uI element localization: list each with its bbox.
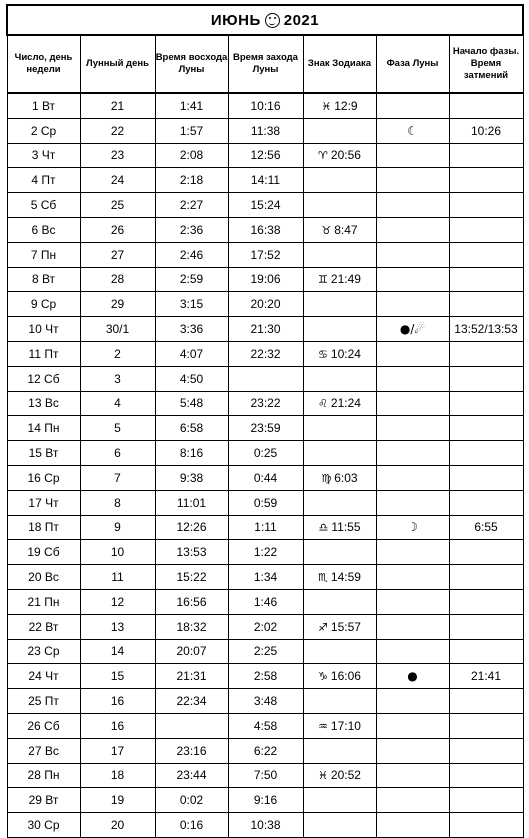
lunar-day-cell: 2 xyxy=(80,341,155,366)
moonrise-cell: 16:56 xyxy=(155,589,228,614)
zodiac-sign-icon: ♍ xyxy=(321,471,332,485)
table-title xyxy=(7,5,523,35)
phase-start-cell xyxy=(449,763,523,788)
phase-start-cell: 10:26 xyxy=(449,118,523,143)
phase-start-cell xyxy=(449,713,523,738)
zodiac-cell xyxy=(303,565,376,590)
moon-phase-icon xyxy=(376,813,449,838)
phase-start-cell xyxy=(449,738,523,763)
zodiac-cell xyxy=(303,813,376,838)
table-row xyxy=(7,738,523,763)
lunar-day-cell: 22 xyxy=(80,118,155,143)
phase-start-cell xyxy=(449,589,523,614)
moonrise-cell: 1:41 xyxy=(155,93,228,118)
zodiac-cell xyxy=(303,193,376,218)
zodiac-time: 17:10 xyxy=(330,718,361,733)
moon-phase-icon xyxy=(376,93,449,118)
phase-start-cell: 13:52/13:53 xyxy=(449,317,523,342)
table-row xyxy=(7,416,523,441)
day-cell: 26 Сб xyxy=(7,713,80,738)
day-cell: 14 Пн xyxy=(7,416,80,441)
day-cell: 30 Ср xyxy=(7,813,80,838)
zodiac-cell xyxy=(303,391,376,416)
moonrise-cell: 13:53 xyxy=(155,540,228,565)
table-row xyxy=(7,763,523,788)
lunar-day-cell: 8 xyxy=(80,490,155,515)
moonset-cell: 2:25 xyxy=(228,639,303,664)
zodiac-cell xyxy=(303,242,376,267)
zodiac-cell xyxy=(303,168,376,193)
phase-start-cell xyxy=(449,292,523,317)
moonset-cell: 20:20 xyxy=(228,292,303,317)
zodiac-sign-icon: ♐ xyxy=(318,620,328,634)
moonrise-cell: 21:31 xyxy=(155,664,228,689)
moon-phase-icon xyxy=(376,589,449,614)
moon-phase-icon xyxy=(376,168,449,193)
table-row xyxy=(7,217,523,242)
phase-start-cell xyxy=(449,217,523,242)
moonset-cell: 1:22 xyxy=(228,540,303,565)
lunar-day-cell: 13 xyxy=(80,614,155,639)
phase-start-cell xyxy=(449,341,523,366)
zodiac-cell xyxy=(303,763,376,788)
table-row xyxy=(7,366,523,391)
zodiac-time: 16:06 xyxy=(330,669,361,684)
phase-start-cell xyxy=(449,93,523,118)
zodiac-cell xyxy=(303,689,376,714)
moonrise-cell: 2:46 xyxy=(155,242,228,267)
day-cell: 21 Пн xyxy=(7,589,80,614)
year: 2021 xyxy=(283,11,320,29)
moonset-cell: 12:56 xyxy=(228,143,303,168)
moon-phase-icon xyxy=(376,639,449,664)
moonset-cell: 15:24 xyxy=(228,193,303,218)
moonset-cell: 14:11 xyxy=(228,168,303,193)
moon-phase-icon: ☽ xyxy=(376,515,449,540)
moonrise-cell: 8:16 xyxy=(155,441,228,466)
zodiac-cell xyxy=(303,118,376,143)
lunar-day-cell: 11 xyxy=(80,565,155,590)
zodiac-cell xyxy=(303,738,376,763)
moonrise-cell: 2:36 xyxy=(155,217,228,242)
day-cell: 2 Ср xyxy=(7,118,80,143)
phase-start-cell xyxy=(449,813,523,838)
moonset-cell: 10:38 xyxy=(228,813,303,838)
phase-start-cell xyxy=(449,490,523,515)
zodiac-cell xyxy=(303,639,376,664)
phase-start-cell: 6:55 xyxy=(449,515,523,540)
table-row xyxy=(7,540,523,565)
moonset-cell: 16:38 xyxy=(228,217,303,242)
day-cell: 9 Ср xyxy=(7,292,80,317)
moon-phase-icon xyxy=(376,242,449,267)
lunar-day-cell: 16 xyxy=(80,689,155,714)
moonset-cell: 23:59 xyxy=(228,416,303,441)
lunar-day-cell: 23 xyxy=(80,143,155,168)
moonrise-cell: 0:02 xyxy=(155,788,228,813)
moonrise-cell: 2:18 xyxy=(155,168,228,193)
moonrise-cell: 5:48 xyxy=(155,391,228,416)
lunar-calendar-table xyxy=(6,4,524,838)
lunar-day-cell: 21 xyxy=(80,93,155,118)
lunar-day-cell: 4 xyxy=(80,391,155,416)
moonrise-cell: 2:08 xyxy=(155,143,228,168)
moon-phase-icon xyxy=(376,788,449,813)
moonset-cell: 21:30 xyxy=(228,317,303,342)
table-row xyxy=(7,589,523,614)
zodiac-cell xyxy=(303,515,376,540)
table-row xyxy=(7,515,523,540)
zodiac-time: 20:56 xyxy=(330,148,361,163)
moonset-cell: 3:48 xyxy=(228,689,303,714)
phase-start-cell xyxy=(449,639,523,664)
zodiac-time: 21:49 xyxy=(330,272,361,287)
zodiac-cell xyxy=(303,267,376,292)
zodiac-sign-icon: ♎ xyxy=(318,521,329,535)
zodiac-cell xyxy=(303,143,376,168)
zodiac-sign-icon: ♑ xyxy=(318,670,328,684)
zodiac-cell xyxy=(303,713,376,738)
moon-phase-icon xyxy=(376,143,449,168)
table-row xyxy=(7,565,523,590)
moon-phase-icon xyxy=(376,416,449,441)
lunar-day-cell: 20 xyxy=(80,813,155,838)
day-cell: 8 Вт xyxy=(7,267,80,292)
zodiac-cell xyxy=(303,589,376,614)
moonrise-cell: 6:58 xyxy=(155,416,228,441)
day-cell: 12 Сб xyxy=(7,366,80,391)
zodiac-sign-icon: ♏ xyxy=(318,571,328,585)
table-row xyxy=(7,465,523,490)
table-row xyxy=(7,614,523,639)
zodiac-time: 10:24 xyxy=(330,346,361,361)
lunar-day-cell: 19 xyxy=(80,788,155,813)
moonset-cell: 2:58 xyxy=(228,664,303,689)
zodiac-sign-icon: ♌ xyxy=(318,397,328,411)
table-row xyxy=(7,664,523,689)
moon-phase-icon xyxy=(376,689,449,714)
day-cell: 4 Пт xyxy=(7,168,80,193)
moon-phase-icon xyxy=(376,738,449,763)
moon-phase-icon: ●/☄ xyxy=(376,317,449,342)
table-row xyxy=(7,193,523,218)
moon-phase-icon xyxy=(376,614,449,639)
zodiac-sign-icon: ♒ xyxy=(318,719,328,733)
table-row xyxy=(7,639,523,664)
lunar-day-cell: 26 xyxy=(80,217,155,242)
day-cell: 5 Сб xyxy=(7,193,80,218)
phase-start-cell xyxy=(449,391,523,416)
day-cell: 23 Ср xyxy=(7,639,80,664)
table-row xyxy=(7,143,523,168)
phase-start-cell xyxy=(449,242,523,267)
table-row xyxy=(7,267,523,292)
lunar-day-cell: 25 xyxy=(80,193,155,218)
zodiac-cell xyxy=(303,292,376,317)
zodiac-time: 15:57 xyxy=(330,619,361,634)
table-row xyxy=(7,391,523,416)
zodiac-time: 12:9 xyxy=(334,98,358,113)
day-cell: 6 Вс xyxy=(7,217,80,242)
lunar-day-cell: 15 xyxy=(80,664,155,689)
zodiac-cell xyxy=(303,93,376,118)
phase-start-cell xyxy=(449,441,523,466)
header-phase-start: Начало фазы. Время затмений xyxy=(449,35,523,93)
zodiac-cell xyxy=(303,341,376,366)
phase-start-cell xyxy=(449,168,523,193)
header-moonrise: Время восхода Луны xyxy=(155,35,228,93)
table-row xyxy=(7,118,523,143)
moonset-cell: 4:58 xyxy=(228,713,303,738)
moonset-cell: 2:02 xyxy=(228,614,303,639)
header-moonset: Время захода Луны xyxy=(228,35,303,93)
table-row xyxy=(7,292,523,317)
moonrise-cell: 23:44 xyxy=(155,763,228,788)
moonset-cell xyxy=(228,366,303,391)
day-cell: 11 Пт xyxy=(7,341,80,366)
table-row xyxy=(7,341,523,366)
zodiac-time: 8:47 xyxy=(334,222,358,237)
moonset-cell: 19:06 xyxy=(228,267,303,292)
moonset-cell: 17:52 xyxy=(228,242,303,267)
month-name: ИЮНЬ xyxy=(210,11,261,29)
phase-start-cell xyxy=(449,416,523,441)
moon-phase-icon xyxy=(376,292,449,317)
lunar-day-cell: 29 xyxy=(80,292,155,317)
lunar-day-cell: 12 xyxy=(80,589,155,614)
moonrise-cell: 18:32 xyxy=(155,614,228,639)
zodiac-cell xyxy=(303,465,376,490)
zodiac-time: 20:52 xyxy=(330,768,361,783)
day-cell: 25 Пт xyxy=(7,689,80,714)
header-zodiac: Знак Зодиака xyxy=(303,35,376,93)
lunar-day-cell: 7 xyxy=(80,465,155,490)
day-cell: 15 Вт xyxy=(7,441,80,466)
lunar-day-cell: 10 xyxy=(80,540,155,565)
moonset-cell: 0:25 xyxy=(228,441,303,466)
zodiac-time: 11:55 xyxy=(331,520,361,535)
lunar-day-cell: 9 xyxy=(80,515,155,540)
day-cell: 24 Чт xyxy=(7,664,80,689)
day-cell: 7 Пн xyxy=(7,242,80,267)
table-row xyxy=(7,441,523,466)
moonset-cell: 10:16 xyxy=(228,93,303,118)
day-cell: 18 Пт xyxy=(7,515,80,540)
table-row xyxy=(7,93,523,118)
moonset-cell: 1:34 xyxy=(228,565,303,590)
moonrise-cell: 12:26 xyxy=(155,515,228,540)
lunar-day-cell: 24 xyxy=(80,168,155,193)
table-row xyxy=(7,813,523,838)
day-cell: 10 Чт xyxy=(7,317,80,342)
phase-start-cell xyxy=(449,689,523,714)
zodiac-cell xyxy=(303,217,376,242)
zodiac-time: 14:59 xyxy=(330,570,361,585)
moonrise-cell: 4:07 xyxy=(155,341,228,366)
table-row xyxy=(7,689,523,714)
moon-phase-icon xyxy=(376,465,449,490)
zodiac-sign-icon: ♈ xyxy=(318,149,328,163)
phase-start-cell xyxy=(449,193,523,218)
moonrise-cell: 23:16 xyxy=(155,738,228,763)
moon-phase-icon xyxy=(376,217,449,242)
moonset-cell: 9:16 xyxy=(228,788,303,813)
moonrise-cell: 3:36 xyxy=(155,317,228,342)
phase-start-cell xyxy=(449,540,523,565)
zodiac-cell xyxy=(303,540,376,565)
moon-phase-icon xyxy=(376,267,449,292)
moonrise-cell: 2:27 xyxy=(155,193,228,218)
zodiac-cell xyxy=(303,317,376,342)
phase-start-cell xyxy=(449,366,523,391)
header-day: Число, день недели xyxy=(7,35,80,93)
moon-phase-icon: ● xyxy=(376,664,449,689)
moonrise-cell: 1:57 xyxy=(155,118,228,143)
zodiac-cell xyxy=(303,664,376,689)
zodiac-cell xyxy=(303,788,376,813)
zodiac-sign-icon: ♓ xyxy=(321,99,332,113)
moonset-cell: 0:44 xyxy=(228,465,303,490)
phase-start-cell xyxy=(449,565,523,590)
table-row xyxy=(7,242,523,267)
zodiac-cell xyxy=(303,614,376,639)
moonset-cell: 6:22 xyxy=(228,738,303,763)
moon-phase-icon xyxy=(376,193,449,218)
zodiac-time: 6:03 xyxy=(334,470,358,485)
lunar-day-cell: 6 xyxy=(80,441,155,466)
phase-start-cell xyxy=(449,267,523,292)
table-row xyxy=(7,317,523,342)
lunar-day-cell: 16 xyxy=(80,713,155,738)
moon-phase-icon xyxy=(376,763,449,788)
moonset-cell: 22:32 xyxy=(228,341,303,366)
moonrise-cell: 22:34 xyxy=(155,689,228,714)
zodiac-sign-icon: ♋ xyxy=(318,347,328,361)
day-cell: 27 Вс xyxy=(7,738,80,763)
moonset-cell: 0:59 xyxy=(228,490,303,515)
day-cell: 29 Вт xyxy=(7,788,80,813)
moonrise-cell: 2:59 xyxy=(155,267,228,292)
moonrise-cell: 3:15 xyxy=(155,292,228,317)
lunar-day-cell: 17 xyxy=(80,738,155,763)
day-cell: 1 Вт xyxy=(7,93,80,118)
moonset-cell: 1:11 xyxy=(228,515,303,540)
zodiac-sign-icon: ♓ xyxy=(318,769,328,783)
table-row xyxy=(7,490,523,515)
moon-phase-icon xyxy=(376,713,449,738)
moon-face-icon xyxy=(265,13,280,28)
lunar-day-cell: 14 xyxy=(80,639,155,664)
day-cell: 28 Пн xyxy=(7,763,80,788)
moonset-cell: 11:38 xyxy=(228,118,303,143)
phase-start-cell xyxy=(449,465,523,490)
moonset-cell: 1:46 xyxy=(228,589,303,614)
moon-phase-icon xyxy=(376,441,449,466)
day-cell: 17 Чт xyxy=(7,490,80,515)
zodiac-cell xyxy=(303,416,376,441)
moonrise-cell: 9:38 xyxy=(155,465,228,490)
day-cell: 19 Сб xyxy=(7,540,80,565)
phase-start-cell xyxy=(449,143,523,168)
phase-start-cell xyxy=(449,614,523,639)
moonrise-cell: 20:07 xyxy=(155,639,228,664)
lunar-day-cell: 28 xyxy=(80,267,155,292)
lunar-day-cell: 18 xyxy=(80,763,155,788)
zodiac-cell xyxy=(303,366,376,391)
lunar-day-cell: 30/1 xyxy=(80,317,155,342)
header-lunar-day: Лунный день xyxy=(80,35,155,93)
moonset-cell: 7:50 xyxy=(228,763,303,788)
moon-phase-icon xyxy=(376,490,449,515)
moonrise-cell xyxy=(155,713,228,738)
moonrise-cell: 0:16 xyxy=(155,813,228,838)
moonrise-cell: 4:50 xyxy=(155,366,228,391)
moon-phase-icon xyxy=(376,341,449,366)
moon-phase-icon xyxy=(376,565,449,590)
zodiac-cell xyxy=(303,441,376,466)
zodiac-sign-icon: ♊ xyxy=(318,273,328,287)
day-cell: 13 Вс xyxy=(7,391,80,416)
moon-phase-icon xyxy=(376,391,449,416)
lunar-day-cell: 27 xyxy=(80,242,155,267)
day-cell: 3 Чт xyxy=(7,143,80,168)
day-cell: 20 Вс xyxy=(7,565,80,590)
moonset-cell: 23:22 xyxy=(228,391,303,416)
zodiac-sign-icon: ♉ xyxy=(321,223,332,237)
moon-phase-icon xyxy=(376,366,449,391)
zodiac-cell xyxy=(303,490,376,515)
table-row xyxy=(7,788,523,813)
lunar-day-cell: 3 xyxy=(80,366,155,391)
lunar-day-cell: 5 xyxy=(80,416,155,441)
day-cell: 22 Вт xyxy=(7,614,80,639)
moon-phase-icon: ☾ xyxy=(376,118,449,143)
header-phase: Фаза Луны xyxy=(376,35,449,93)
phase-start-cell: 21:41 xyxy=(449,664,523,689)
phase-start-cell xyxy=(449,788,523,813)
moon-phase-icon xyxy=(376,540,449,565)
zodiac-time: 21:24 xyxy=(330,396,361,411)
table-row xyxy=(7,713,523,738)
day-cell: 16 Ср xyxy=(7,465,80,490)
moonrise-cell: 15:22 xyxy=(155,565,228,590)
table-row xyxy=(7,168,523,193)
moonrise-cell: 11:01 xyxy=(155,490,228,515)
